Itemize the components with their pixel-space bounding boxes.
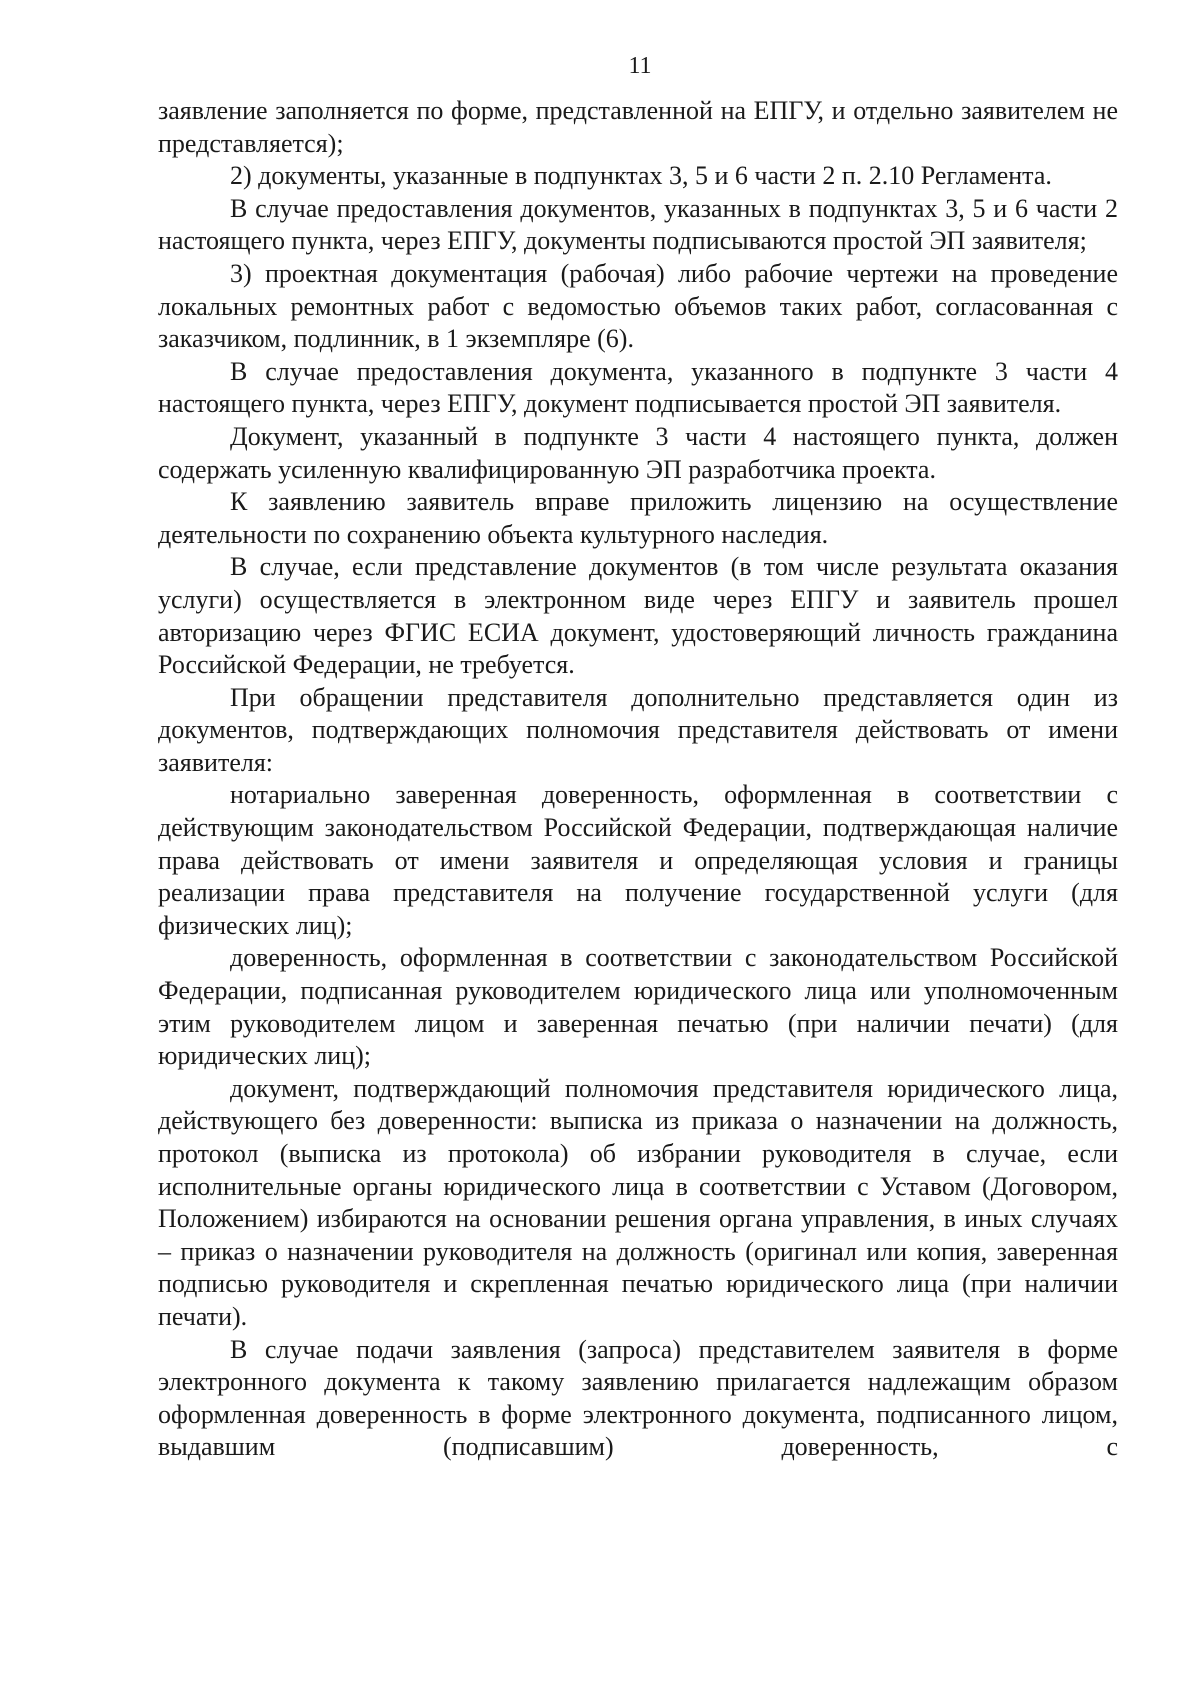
page-number: 11 [628, 53, 652, 79]
paragraph-12: документ, подтверждающий полномочия представителя юридического лица, действующего без доверенности: выписка из приказа о назначении на должность, протокол (выписка из протокола) об избрании руководителя в случае, если исполнительные органы юридического лица в соответствии с Уставом (Договором, Положением) избираются на основании решения органа управления, в иных случаях – приказ о назначении руководителя на должность (оригинал или копия, заверенная подписью руководителя и скрепленная печатью юридического лица (при наличии печати). [158, 1073, 1118, 1331]
paragraph-13: В случае подачи заявления (запроса) представителем заявителя в форме электронного документа к такому заявлению прилагается надлежащим образом оформленная доверенность в форме электронного документа, подписанного лицом, выдавшим (подписавшим) доверенность, с [158, 1334, 1118, 1462]
paragraph-6: Документ, указанный в подпункте 3 части 4 настоящего пункта, должен содержать усиленную квалифицированную ЭП разработчика проекта. [158, 421, 1118, 484]
paragraph-3: В случае предоставления документов, указанных в подпунктах 3, 5 и 6 части 2 настоящего пункта, через ЕПГУ, документы подписываются простой ЭП заявителя; [158, 193, 1118, 256]
paragraph-8: В случае, если представление документов (в том числе результата оказания услуги) осуществляется в электронном виде через ЕПГУ и заявитель прошел авторизацию через ФГИС ЕСИА документ, удостоверяющий личность гражданина Российской Федерации, не требуется. [158, 552, 1118, 680]
paragraph-5: В случае предоставления документа, указанного в подпункте 3 части 4 настоящего пункта, через ЕПГУ, документ подписывается простой ЭП заявителя. [158, 356, 1118, 419]
paragraph-4: 3) проектная документация (рабочая) либо рабочие чертежи на проведение локальных ремонтных работ с ведомостью объемов таких работ, согласованная с заказчиком, подлинник, в 1 экземпляре (6). [158, 258, 1118, 354]
paragraph-11: доверенность, оформленная в соответствии с законодательством Российской Федерации, подписанная руководителем юридического лица или уполномоченным этим руководителем лицом и заверенная печатью (при наличии печати) (для юридических лиц); [158, 943, 1118, 1071]
document-body [158, 95, 1118, 1464]
paragraph-10: нотариально заверенная доверенность, оформленная в соответствии с действующим законодательством Российской Федерации, подтверждающая наличие права действовать от имени заявителя и определяющая условия и границы реализации права представителя на получение государственной услуги (для физических лиц); [158, 780, 1118, 940]
paragraph-7: К заявлению заявитель вправе приложить лицензию на осуществление деятельности по сохранению объекта культурного наследия. [158, 487, 1118, 549]
paragraph-1: заявление заполняется по форме, представленной на ЕПГУ, и отдельно заявителем не представляется); [158, 96, 1118, 158]
paragraph-2: 2) документы, указанные в подпунктах 3, 5 и 6 части 2 п. 2.10 Регламента. [230, 161, 1052, 191]
paragraph-9: При обращении представителя дополнительно представляется один из документов, подтверждающих полномочия представителя действовать от имени заявителя: [158, 682, 1118, 777]
